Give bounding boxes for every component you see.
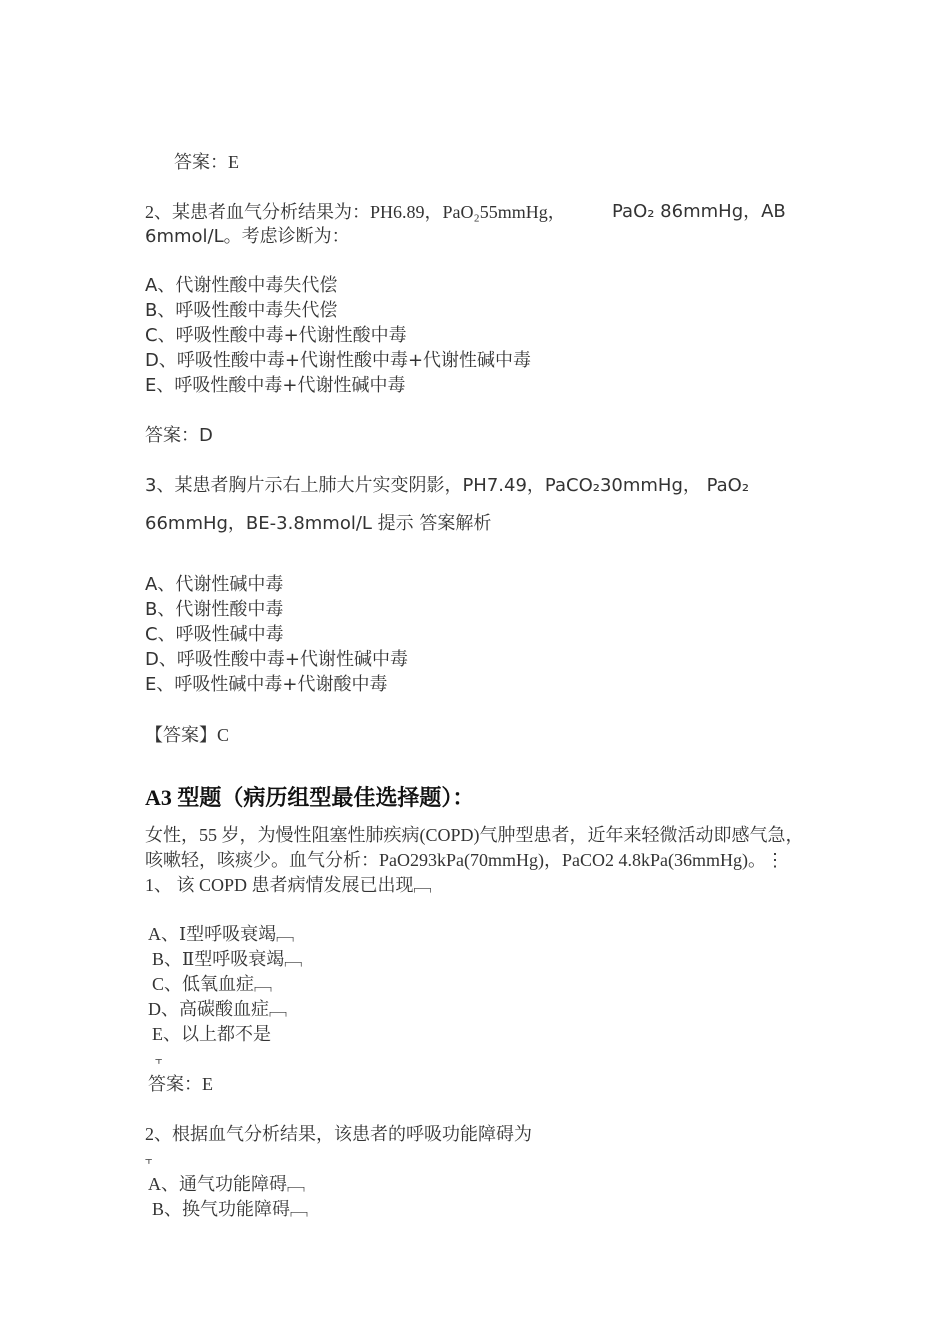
option-a: A、代谢性酸中毒失代偿 [145,275,338,296]
paragraph-mark: ⫟ [155,1053,163,1068]
case-text-line2: 咳嗽轻，咳痰少。血气分析：PaO293kPa(70mmHg)，PaCO2 4.8kPa(36mmHg)。⋮ [145,850,784,870]
option-a: A、代谢性碱中毒 [145,574,284,595]
paragraph-mark: ⫟ [145,1153,153,1168]
option-d: D、呼吸性酸中毒+代谢性酸中毒+代谢性碱中毒 [145,350,532,371]
option-c: C、呼吸性酸中毒+代谢性酸中毒 [145,325,407,346]
option-b: B、代谢性酸中毒 [145,599,284,620]
section-heading: A3 型题（病历组型最佳选择题）： [145,785,475,810]
option-e: E、呼吸性碱中毒+代谢酸中毒 [145,674,388,695]
option-d: D、呼吸性酸中毒+代谢性碱中毒 [145,649,408,670]
option-b: B、呼吸性酸中毒失代偿 [145,300,338,321]
a3-question-2: 2、根据血气分析结果，该患者的呼吸功能障碍为 [145,1124,532,1144]
option-d: D、高碳酸血症﹇ [148,999,287,1019]
a3-question-1: 1、 该 COPD 患者病情发展已出现﹇ [145,875,432,895]
case-text-line1: 女性，55 岁，为慢性阻塞性肺疾病(COPD)气肿型患者，近年来轻微活动即感气急， [145,825,804,845]
option-c: C、低氧血症﹇ [152,974,273,994]
answer-q2: 答案：D [145,425,213,446]
question-2-line1a: 2、某患者血气分析结果为：PH6.89，PaO₂55mmHg， [145,202,566,222]
option-c: C、呼吸性碱中毒 [145,624,284,645]
question-2-line2: 6mmol/L。考虑诊断为： [145,226,350,247]
question-3-line1: 3、某患者胸片示右上肺大片实变阴影，PH7.49，PaCO₂30mmHg， PaO₂ [145,475,750,496]
option-e: E、以上都不是 [152,1024,271,1044]
question-2-line1b: PaO₂ 86mmHg，AB [612,201,786,222]
question-3-line2: 66mmHg，BE-3.8mmol/L 提示 答案解析 [145,513,492,534]
answer-q3: 【答案】C [145,725,230,745]
option-a: A、Ⅰ型呼吸衰竭﹇ [148,924,295,944]
answer-q1: 答案：E [174,152,239,172]
option-b: B、换气功能障碍﹇ [152,1199,309,1219]
option-a: A、通气功能障碍﹇ [148,1174,305,1194]
answer-a3-q1: 答案：E [148,1074,213,1094]
option-b: B、Ⅱ型呼吸衰竭﹇ [152,949,303,969]
option-e: E、呼吸性酸中毒+代谢性碱中毒 [145,375,406,396]
